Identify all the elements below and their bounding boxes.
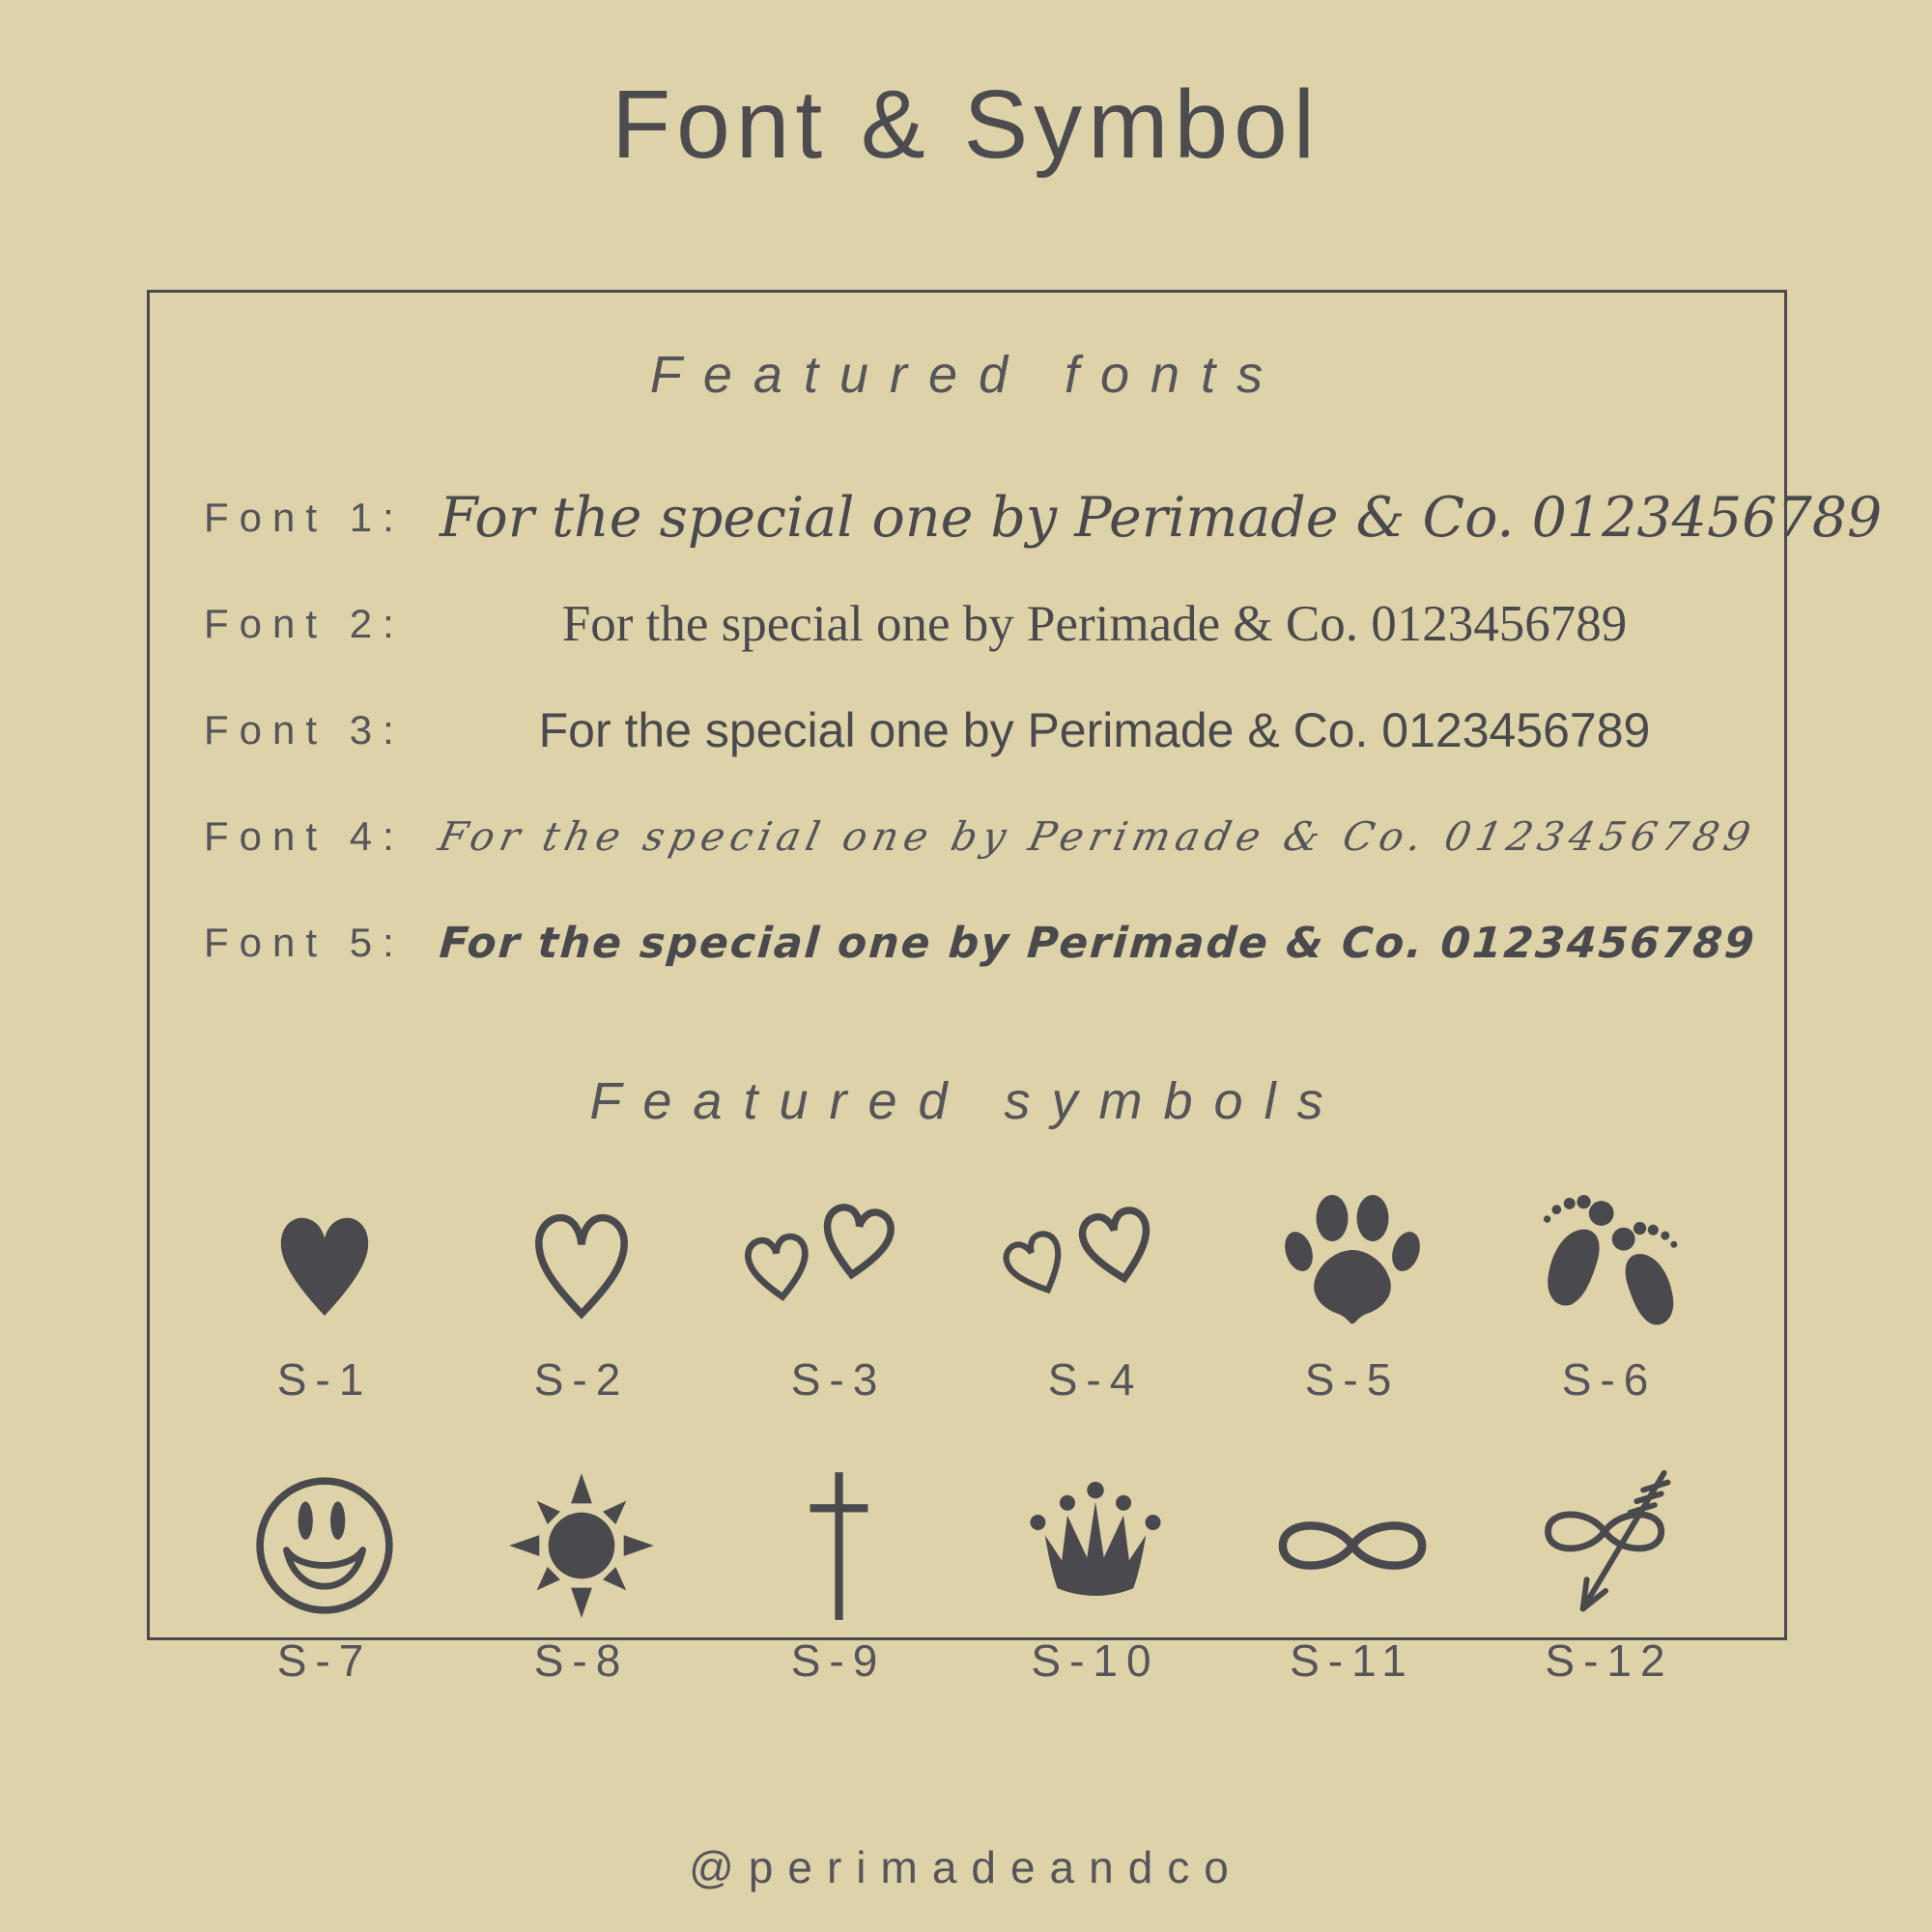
paw-print-icon: [1280, 1189, 1425, 1334]
font-row-4: [150, 783, 1784, 890]
symbol-code: S-12: [1545, 1635, 1674, 1686]
cross-icon: [788, 1468, 890, 1623]
symbol-cell-s8: [453, 1406, 710, 1687]
interlocked-hearts-icon: [739, 1198, 938, 1325]
symbol-code: S-11: [1290, 1635, 1415, 1686]
featured-symbols-heading: Featured symbols: [589, 1072, 1345, 1130]
symbol-code: S-1: [276, 1354, 373, 1405]
symbol-cell-s11: [1224, 1406, 1481, 1687]
font-2-sample: For the special one by Perimade & Co. 0123456789: [561, 596, 1628, 652]
font-4-sample: For the special one by Perimade & Co. 0123456789: [434, 813, 1761, 860]
font-5-label: Font 5:: [204, 920, 405, 965]
symbol-code: S-4: [1047, 1354, 1144, 1405]
font-3-label: Font 3:: [204, 707, 405, 753]
infinity-arrow-icon: [1515, 1465, 1704, 1626]
font-5-sample: For the special one by Perimade & Co. 0123456789: [438, 918, 1758, 968]
symbol-cell-s2: [453, 1177, 710, 1406]
symbol-code: S-10: [1031, 1635, 1160, 1686]
symbol-code: S-3: [790, 1354, 887, 1405]
page-title: Font & Symbol: [611, 71, 1321, 179]
symbol-code: S-7: [276, 1635, 373, 1686]
symbol-cell-s5: [1224, 1177, 1481, 1406]
filled-heart-icon: [266, 1197, 384, 1326]
symbol-cell-s10: [967, 1406, 1224, 1687]
symbol-cell-s4: [967, 1177, 1224, 1406]
double-hearts-icon: [999, 1198, 1192, 1325]
symbol-code: S-8: [533, 1635, 630, 1686]
font-1-sample: For the special one by Perimade & Co. 0123456789: [440, 486, 1883, 550]
symbol-cell-s3: [710, 1177, 967, 1406]
font-4-label: Font 4:: [204, 813, 405, 859]
symbol-cell-s12: [1481, 1406, 1738, 1687]
content-frame: [147, 290, 1883, 1686]
symbol-cell-s6: [1481, 1177, 1738, 1406]
infinity-icon: [1250, 1494, 1455, 1597]
symbol-code: S-5: [1304, 1354, 1401, 1405]
font-3-sample: For the special one by Perimade & Co. 0123456789: [538, 703, 1651, 757]
font-1-label: Font 1:: [204, 495, 405, 540]
instagram-handle: @perimadeandco: [689, 1842, 1243, 1892]
crown-icon: [1018, 1479, 1173, 1612]
symbol-cell-s7: [196, 1406, 453, 1687]
outline-heart-icon: [521, 1195, 642, 1328]
symbols-grid: [196, 1177, 1738, 1687]
featured-fonts-heading: Featured fonts: [649, 346, 1285, 404]
symbol-cell-s9: [710, 1406, 967, 1687]
font-row-2: [150, 571, 1784, 677]
baby-feet-icon: [1530, 1184, 1689, 1339]
font-2-label: Font 2:: [204, 601, 405, 646]
symbol-cell-s1: [196, 1177, 453, 1406]
font-row-1: [150, 465, 1883, 571]
font-row-5: [150, 890, 1784, 996]
smiley-face-icon: [251, 1472, 398, 1619]
font-row-3: [150, 677, 1784, 783]
symbol-code: S-9: [790, 1635, 887, 1686]
sun-icon: [506, 1470, 657, 1621]
symbol-code: S-2: [533, 1354, 630, 1405]
symbol-code: S-6: [1561, 1354, 1658, 1405]
